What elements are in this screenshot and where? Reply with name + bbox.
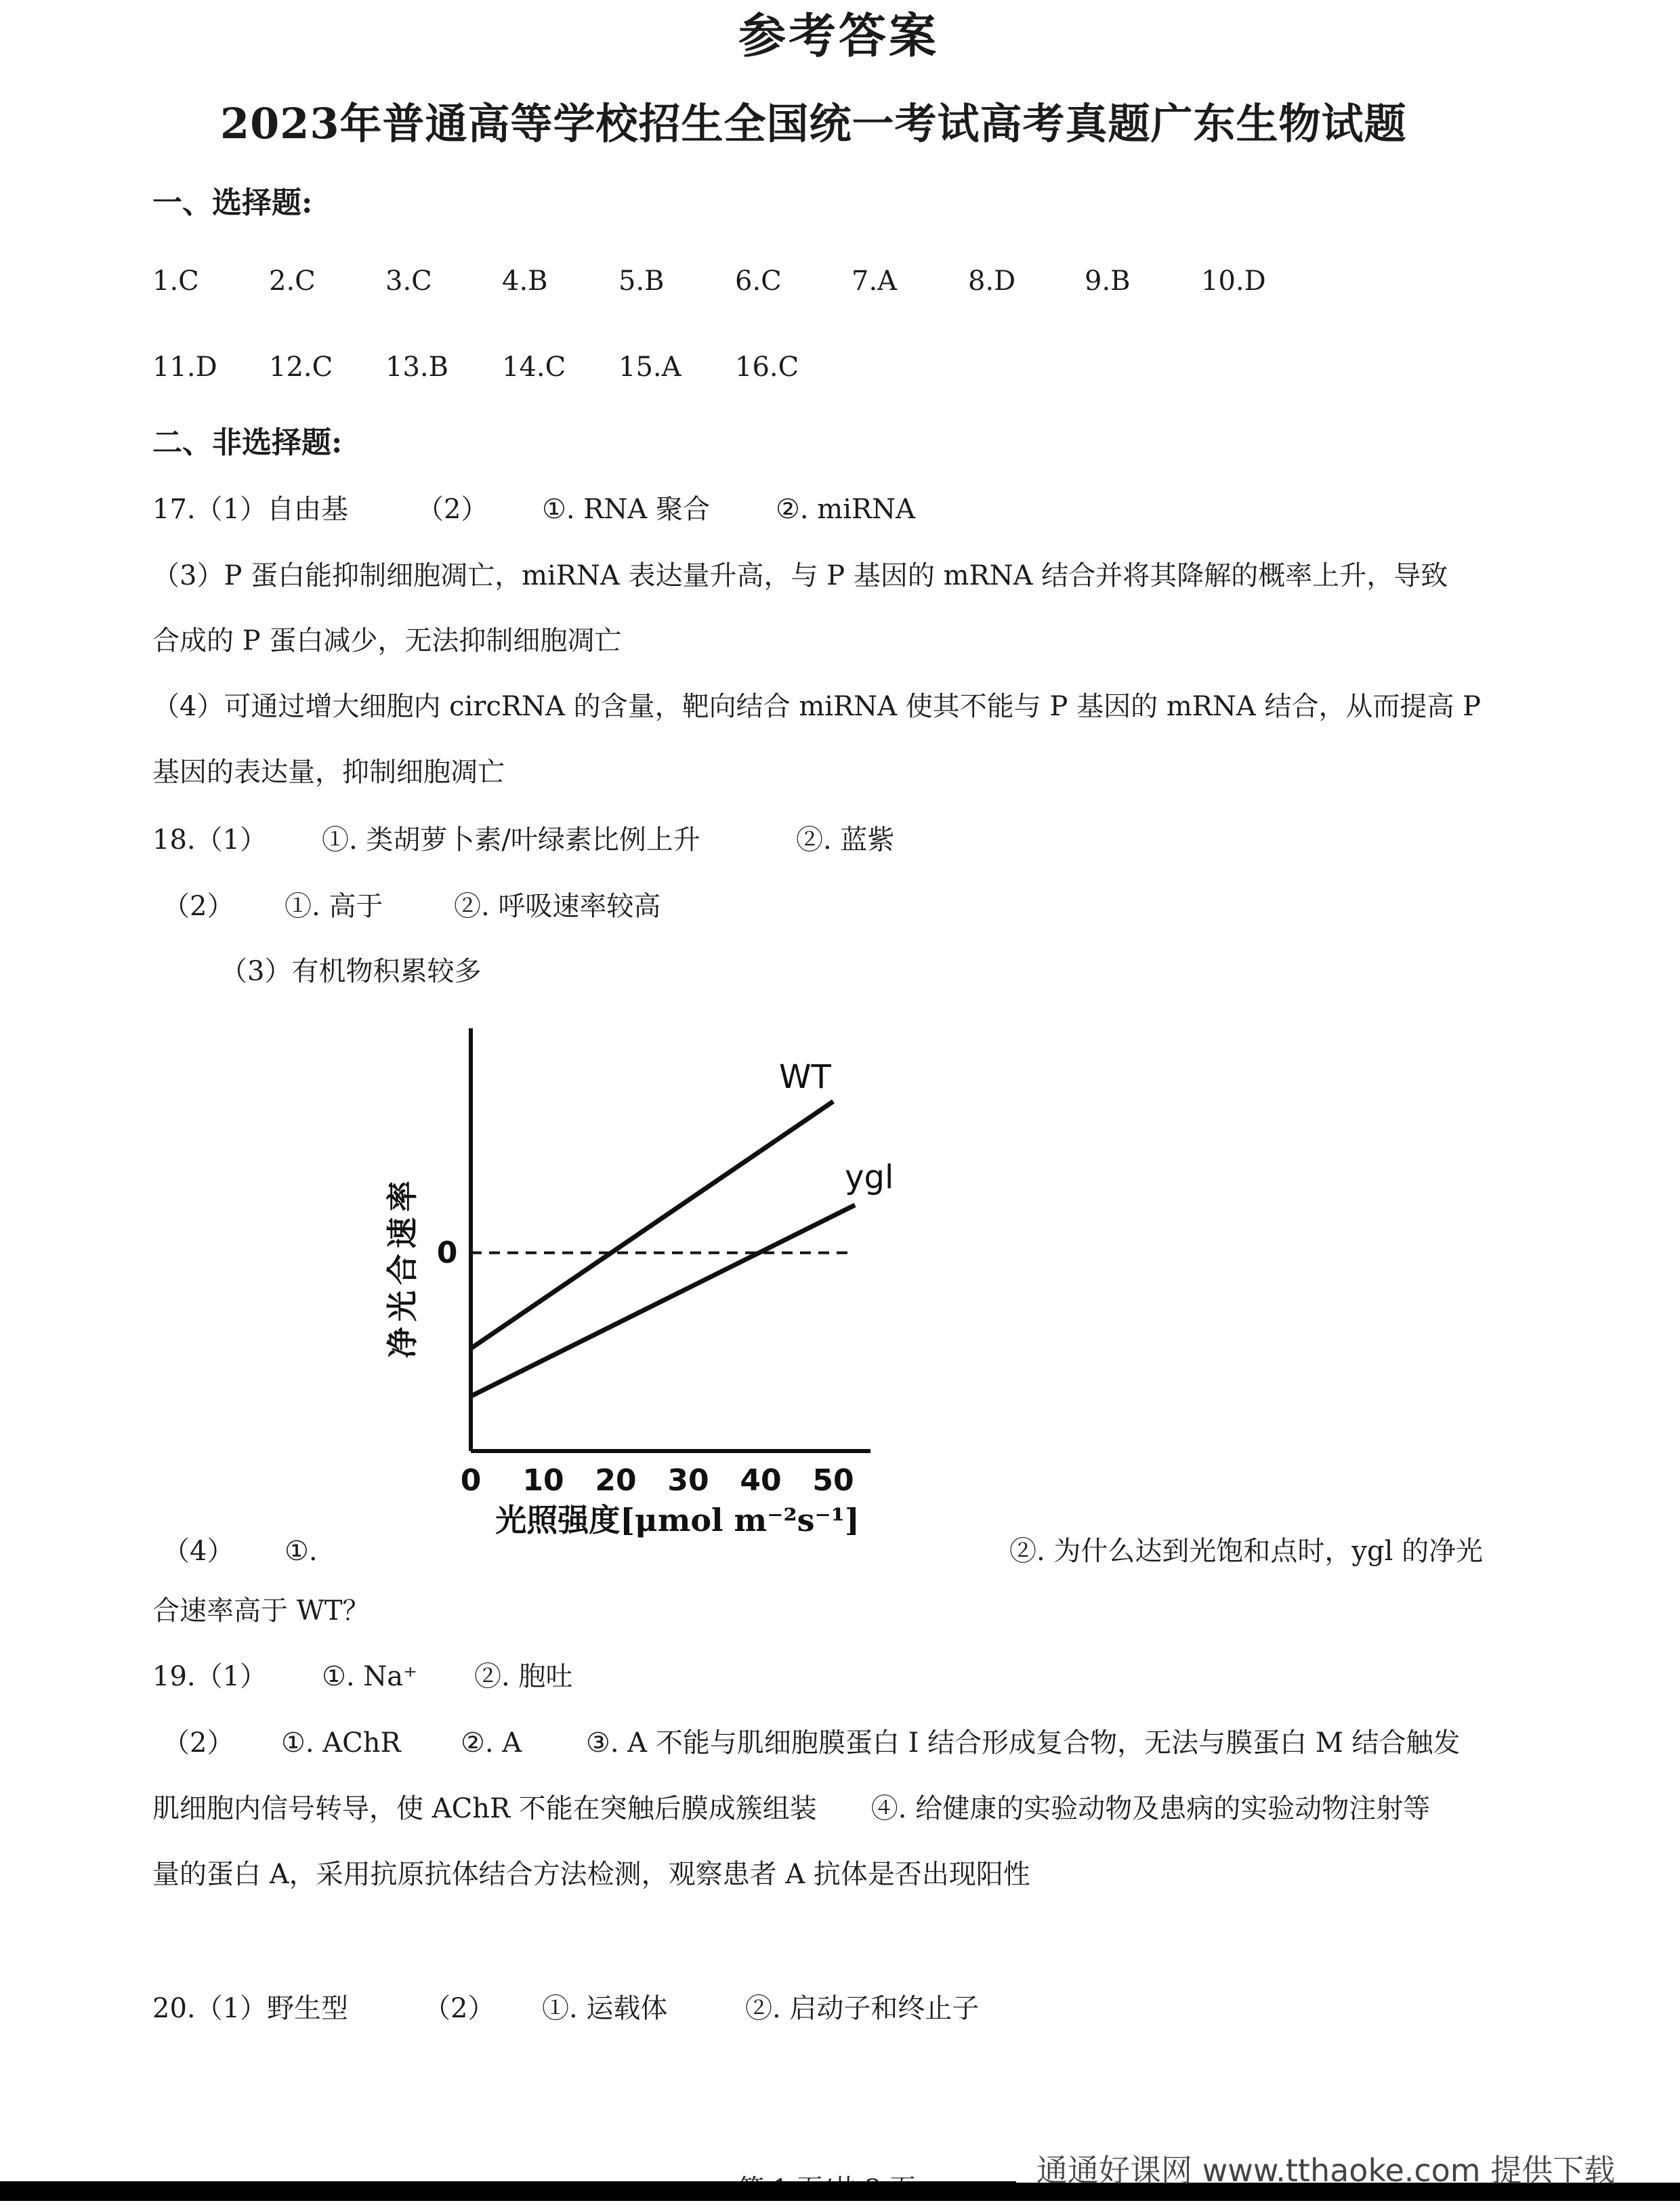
q17-line3: 合成的 P 蛋白减少，无法抑制细胞凋亡 [152,625,622,656]
choice-answer: 13.B [385,352,449,383]
q19-line2-c: ②. A [461,1727,522,1759]
q18-line2-a: （2） [163,891,234,922]
q19-line2-b: ①. AChR [281,1727,401,1759]
choice-answer: 14.C [502,352,566,383]
x-axis-label: 光照强度[μmol m⁻²s⁻¹] [495,1502,860,1538]
choice-answer: 11.D [152,352,217,383]
q19-line1-a: 19.（1） [152,1661,268,1692]
q17-line1-d: ②. miRNA [776,494,916,525]
q19-line2-d: ③. A 不能与肌细胞膜蛋白 I 结合形成复合物，无法与膜蛋白 M 结合触发 [586,1727,1461,1759]
choice-answer: 1.C [152,266,199,297]
q18-line1-c: ②. 蓝紫 [796,824,895,856]
choice-answer: 9.B [1085,266,1131,297]
y-zero-tick-label: 0 [436,1235,458,1270]
x-tick-label: 20 [595,1463,637,1498]
watermark-text: 通通好课网 www.tthaoke.com 提供下载 [1036,2152,1616,2189]
q20-line1-b: （2） [423,1993,495,2024]
q18-line2-c: ②. 呼吸速率较高 [454,891,661,922]
choice-answer: 10.D [1201,266,1266,297]
q18-line4-a: （4） [163,1536,234,1567]
choice-answer: 5.B [618,266,665,297]
choice-answer: 2.C [269,266,316,297]
series-label-ygl: ygl [845,1158,894,1196]
choice-answer: 8.D [968,266,1016,297]
q18-line1-a: 18.（1） [152,824,268,856]
q19-line1-c: ②. 胞吐 [474,1661,573,1692]
q18-line2-b: ①. 高于 [285,891,383,922]
choice-answer: 6.C [735,266,782,297]
q19-line3: 肌细胞内信号转导，使 AChR 不能在突触后膜成簇组装 ④. 给健康的实验动物及患病的实验动物注射等 [152,1793,1431,1824]
q20-line1-c: ①. 运载体 [542,1993,668,2024]
q18-line4-b: ①. [285,1536,318,1567]
photosynthesis-chart [366,1016,948,1558]
x-tick-label: 10 [522,1463,564,1498]
q18-line3: （3）有机物积累较多 [220,956,482,987]
x-tick-label: 30 [667,1463,709,1498]
q17-line4: （4）可通过增大细胞内 circRNA 的含量，靶向结合 miRNA 使其不能与 P 基因的 mRNA 结合，从而提高 P [152,691,1482,722]
series-lines [471,1058,894,1396]
x-tick-labels [461,1463,854,1498]
q17-line1-c: ①. RNA 聚合 [542,494,711,525]
x-tick-label: 40 [740,1463,782,1498]
q17-line5: 基因的表达量，抑制细胞凋亡 [152,757,505,788]
q19-line2-a: （2） [163,1727,234,1759]
x-tick-label: 0 [460,1463,482,1498]
choice-answer: 3.C [385,266,432,297]
q19-line4: 量的蛋白 A，采用抗原抗体结合方法检测，观察患者 A 抗体是否出现阳性 [152,1859,1030,1890]
choice-answer: 16.C [735,352,799,383]
choice-answer: 4.B [502,266,548,297]
q18-line5: 合速率高于 WT？ [152,1595,370,1626]
q18-line1-b: ①. 类胡萝卜素/叶绿素比例上升 [322,824,700,856]
q17-line1-a: 17.（1）自由基 [152,494,349,525]
q18-line4-c: ②. 为什么达到光饱和点时，ygl 的净光 [1009,1536,1484,1567]
exam-subtitle: 2023年普通高等学校招生全国统一考试高考真题广东生物试题 [220,99,1407,148]
q17-line2: （3）P 蛋白能抑制细胞凋亡，miRNA 表达量升高，与 P 基因的 mRNA 结合并将其降解的概率上升，导致 [152,560,1448,591]
page-title: 参考答案 [738,7,939,64]
section-choice-heading: 一、选择题: [152,186,313,220]
section-nonchoice-heading: 二、非选择题: [152,425,343,460]
y-axis-label: 净光合速率 [384,1175,421,1358]
q19-line1-b: ①. Na⁺ [322,1661,418,1692]
series-line-ygl [471,1205,855,1396]
choice-answer: 7.A [852,266,898,297]
q17-line1-b: （2） [417,494,488,525]
choice-answer: 15.A [618,352,681,383]
series-line-wt [471,1101,833,1349]
choice-answer: 12.C [269,352,333,383]
x-tick-label: 50 [812,1463,854,1498]
series-label-wt: WT [779,1057,831,1096]
q20-line1-d: ②. 启动子和终止子 [745,1993,980,2024]
q20-line1-a: 20.（1）野生型 [152,1993,349,2024]
